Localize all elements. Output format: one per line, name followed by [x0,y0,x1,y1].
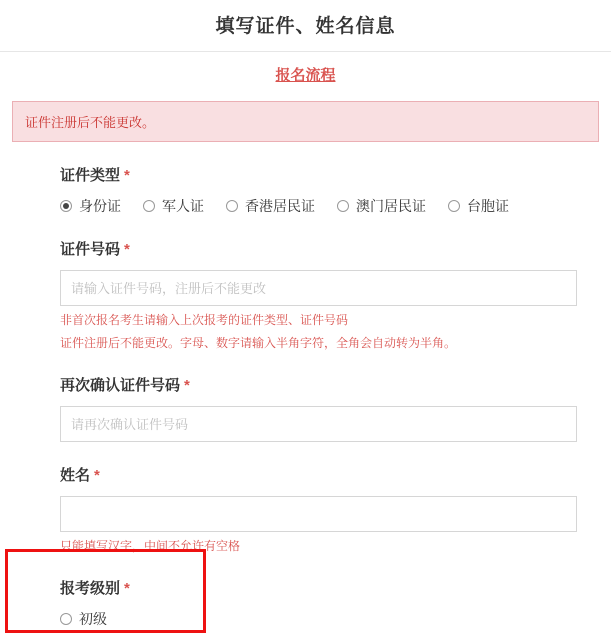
name-label-text: 姓名 [60,467,91,484]
id-type-label [60,164,577,185]
exam-level-required-mark: * [124,580,130,597]
radio-id-type-0[interactable] [60,196,121,216]
radio-label: 军人证 [162,198,204,214]
id-type-radio-group [60,196,577,216]
page-title: 填写证件、姓名信息 [215,16,396,37]
id-number-label-text: 证件号码 [60,241,121,258]
radio-icon[interactable] [226,200,238,212]
exam-level-radio-group [60,609,577,629]
radio-exam-level-0[interactable] [60,609,107,629]
radio-id-type-3[interactable] [337,196,426,216]
name-input[interactable] [60,496,577,532]
exam-level-label [60,577,577,598]
field-exam-level [12,577,599,629]
id-number-input[interactable] [60,270,577,306]
radio-id-type-2[interactable] [226,196,315,216]
id-number-confirm-label-text: 再次确认证件号码 [60,377,181,394]
radio-label: 身份证 [79,198,121,214]
id-number-confirm-label [60,374,577,395]
registration-form [0,164,611,629]
id-number-label [60,238,577,259]
alert-text: 证件注册后不能更改。 [25,115,156,130]
id-number-hint-1: 非首次报名考生请输入上次报考的证件类型、证件号码 [60,313,349,327]
radio-id-type-1[interactable] [143,196,204,216]
flow-link-row [0,52,611,99]
field-id-number [12,238,599,352]
radio-icon[interactable] [60,613,72,625]
radio-label: 台胞证 [467,198,509,214]
radio-label: 香港居民证 [245,198,315,214]
id-type-label-text: 证件类型 [60,167,121,184]
radio-label: 澳门居民证 [356,198,426,214]
name-label [60,464,577,485]
radio-icon[interactable] [337,200,349,212]
radio-icon[interactable] [60,200,72,212]
name-hint: 只能填写汉字，中间不允许有空格 [60,539,241,553]
registration-flow-link[interactable]: 报名流程 [275,67,336,84]
id-number-hint-2: 证件注册后不能更改。字母、数字请输入半角字符，全角会自动转为半角。 [60,336,457,350]
radio-icon[interactable] [143,200,155,212]
name-required-mark: * [94,467,100,484]
radio-id-type-4[interactable] [448,196,509,216]
alert-banner [12,101,599,142]
id-type-required-mark: * [124,167,130,184]
id-number-confirm-input[interactable] [60,406,577,442]
radio-icon[interactable] [448,200,460,212]
field-name [12,464,599,555]
radio-label: 初级 [79,611,107,627]
id-number-confirm-required-mark: * [184,377,190,394]
exam-level-label-text: 报考级别 [60,580,121,597]
field-id-type [12,164,599,216]
id-number-required-mark: * [124,241,130,258]
field-id-number-confirm [12,374,599,442]
